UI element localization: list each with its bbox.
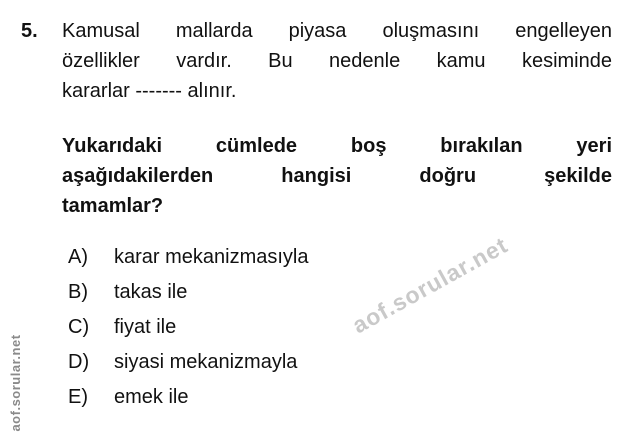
option-row-d (68, 345, 498, 380)
question-line-3: kararlar ------- alınır. (62, 80, 237, 102)
option-text-c: fiyat ile (114, 316, 177, 338)
prompt-line-3: tamamlar? (62, 195, 164, 217)
option-letter-a: A) (68, 246, 88, 268)
options-list (68, 240, 498, 415)
option-row-e (68, 380, 498, 415)
option-text-a: karar mekanizmasıyla (114, 246, 309, 268)
option-letter-e: E) (68, 386, 88, 408)
option-text-e: emek ile (114, 386, 189, 408)
option-row-a (68, 240, 498, 275)
question-line-2: özellikler vardır. Bu nedenle kamu kesiminde (62, 50, 612, 72)
option-text-b: takas ile (114, 281, 188, 303)
question-text (62, 16, 612, 106)
option-row-c (68, 310, 498, 345)
option-letter-b: B) (68, 281, 88, 303)
question-number: 5. (21, 20, 38, 42)
question-line-1: Kamusal mallarda piyasa oluşmasını engelleyen (62, 20, 612, 42)
prompt-line-2: aşağıdakilerden hangisi doğru şekilde (62, 165, 612, 187)
option-letter-c: C) (68, 316, 90, 338)
watermark-vertical: aof.sorular.net (8, 334, 23, 432)
prompt-line-1: Yukarıdaki cümlede boş bırakılan yeri (62, 135, 612, 157)
option-text-d: siyasi mekanizmayla (114, 351, 298, 373)
option-letter-d: D) (68, 351, 90, 373)
option-row-b (68, 275, 498, 310)
prompt-text (62, 131, 612, 221)
watermark-diagonal: aof.sorular.net (347, 231, 513, 339)
